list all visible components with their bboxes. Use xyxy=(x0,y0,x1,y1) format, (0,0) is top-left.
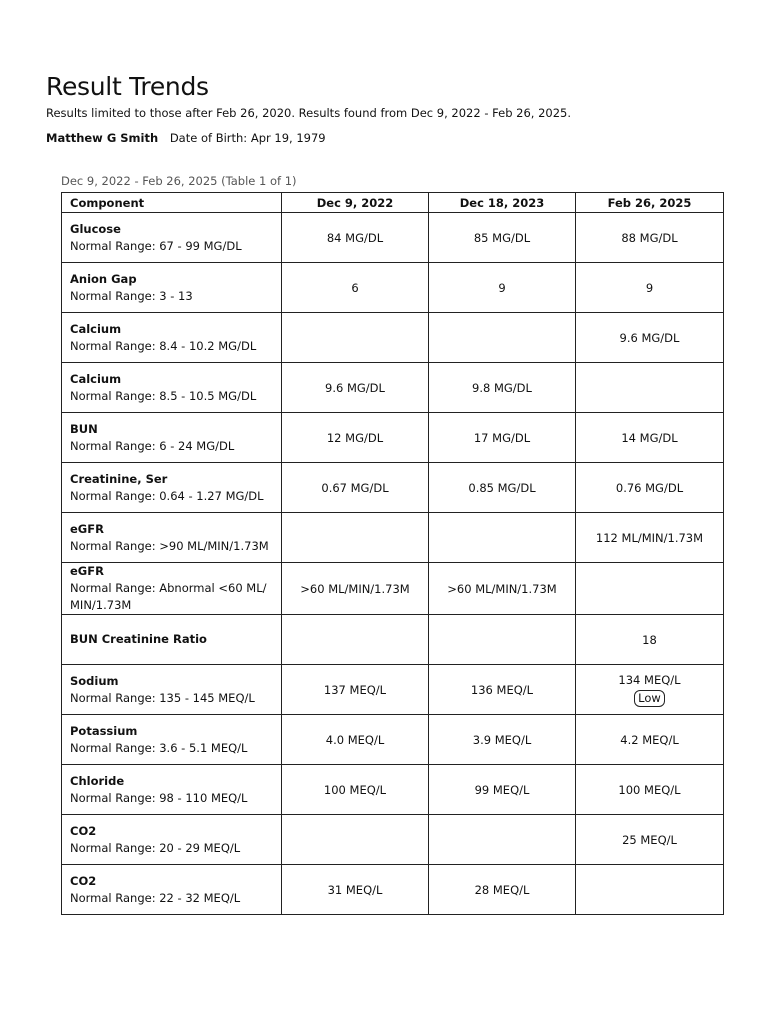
result-value-cell xyxy=(282,363,429,413)
result-value: >60 ML/MIN/1.73M xyxy=(300,581,410,596)
result-value: 9.6 MG/DL xyxy=(325,380,385,395)
result-value: 31 MEQ/L xyxy=(327,882,383,897)
result-value: 6 xyxy=(351,280,359,295)
normal-range: Normal Range: 0.64 - 1.27 MG/DL xyxy=(70,488,264,503)
table-header-row xyxy=(62,193,724,213)
table-row xyxy=(62,463,724,513)
table-row xyxy=(62,263,724,313)
component-cell xyxy=(62,513,282,563)
component-name: Sodium xyxy=(70,673,119,688)
component-cell xyxy=(62,213,282,263)
result-value: 100 MEQ/L xyxy=(323,782,387,797)
result-value-cell xyxy=(576,815,724,865)
table-row xyxy=(62,765,724,815)
component-cell xyxy=(62,563,282,615)
result-value-cell xyxy=(429,463,576,513)
result-value-cell xyxy=(576,615,724,665)
normal-range: Normal Range: 8.4 - 10.2 MG/DL xyxy=(70,338,257,353)
normal-range: Normal Range: 6 - 24 MG/DL xyxy=(70,438,235,453)
table-row xyxy=(62,313,724,363)
normal-range: Normal Range: 8.5 - 10.5 MG/DL xyxy=(70,388,257,403)
result-value: 137 MEQ/L xyxy=(323,682,387,697)
result-value-cell xyxy=(282,413,429,463)
patient-name: Matthew G Smith xyxy=(46,131,159,145)
low-flag-badge: Low xyxy=(634,690,665,707)
result-value-cell xyxy=(282,615,429,665)
table-row xyxy=(62,413,724,463)
result-value: 28 MEQ/L xyxy=(474,882,530,897)
normal-range: Normal Range: 22 - 32 MEQ/L xyxy=(70,890,241,905)
result-value-cell xyxy=(429,715,576,765)
component-cell xyxy=(62,715,282,765)
normal-range: Normal Range: 20 - 29 MEQ/L xyxy=(70,840,241,855)
result-value: 12 MG/DL xyxy=(326,430,384,445)
column-header-date: Dec 18, 2023 xyxy=(429,193,576,213)
component-name: Calcium xyxy=(70,371,122,386)
result-value: 4.0 MEQ/L xyxy=(325,732,385,747)
result-value: 18 xyxy=(642,632,657,647)
result-value-cell xyxy=(282,665,429,715)
table-row xyxy=(62,865,724,915)
component-name: BUN xyxy=(70,421,98,436)
component-cell xyxy=(62,263,282,313)
table-row xyxy=(62,563,724,615)
result-value-cell xyxy=(282,865,429,915)
results-table xyxy=(61,192,724,915)
table-row xyxy=(62,363,724,413)
result-value-cell xyxy=(429,615,576,665)
result-value: 84 MG/DL xyxy=(326,230,384,245)
result-value-cell xyxy=(429,865,576,915)
result-value-cell xyxy=(429,263,576,313)
component-cell xyxy=(62,363,282,413)
result-value: 17 MG/DL xyxy=(473,430,531,445)
result-value-cell xyxy=(282,263,429,313)
result-value: 85 MG/DL xyxy=(473,230,531,245)
result-value: 136 MEQ/L xyxy=(470,682,534,697)
result-value-cell xyxy=(282,765,429,815)
result-value-cell xyxy=(576,463,724,513)
result-value-cell xyxy=(429,513,576,563)
result-value-cell xyxy=(282,513,429,563)
result-value: 9.6 MG/DL xyxy=(619,330,680,345)
result-value: 9 xyxy=(498,280,506,295)
component-name: eGFR xyxy=(70,564,104,578)
result-value: 3.9 MEQ/L xyxy=(472,732,532,747)
result-value: 4.2 MEQ/L xyxy=(620,732,679,747)
normal-range: Normal Range: 98 - 110 MEQ/L xyxy=(70,790,248,805)
component-name: BUN Creatinine Ratio xyxy=(70,632,207,646)
result-value-cell xyxy=(576,263,724,313)
result-value-cell xyxy=(576,765,724,815)
normal-range: Normal Range: Abnormal <60 ML/ MIN/1.73M xyxy=(70,581,267,612)
component-cell xyxy=(62,765,282,815)
column-header-component: Component xyxy=(62,193,282,213)
component-cell xyxy=(62,865,282,915)
component-name: Creatinine, Ser xyxy=(70,471,168,486)
component-name: CO2 xyxy=(70,873,97,888)
result-value: 88 MG/DL xyxy=(621,230,678,245)
table-row xyxy=(62,665,724,715)
normal-range: Normal Range: 3.6 - 5.1 MEQ/L xyxy=(70,740,248,755)
result-value-cell xyxy=(429,313,576,363)
result-value-cell xyxy=(576,413,724,463)
table-body xyxy=(62,213,724,915)
result-value-cell xyxy=(282,463,429,513)
normal-range: Normal Range: >90 ML/MIN/1.73M xyxy=(70,538,269,553)
result-value: 9 xyxy=(645,280,654,295)
result-value: 100 MEQ/L xyxy=(618,782,681,797)
table-caption: Dec 9, 2022 - Feb 26, 2025 (Table 1 of 1) xyxy=(61,174,297,188)
column-header-date: Feb 26, 2025 xyxy=(576,193,724,213)
result-value-cell xyxy=(282,563,429,615)
normal-range: Normal Range: 135 - 145 MEQ/L xyxy=(70,690,255,705)
result-value-cell xyxy=(282,815,429,865)
result-value-cell xyxy=(576,313,724,363)
result-value: 99 MEQ/L xyxy=(474,782,530,797)
normal-range: Normal Range: 67 - 99 MG/DL xyxy=(70,238,242,253)
result-value-cell xyxy=(576,513,724,563)
component-name: Glucose xyxy=(70,221,121,236)
result-value-cell xyxy=(576,213,724,263)
component-name: Potassium xyxy=(70,723,138,738)
component-name: Calcium xyxy=(70,321,122,336)
patient-dob: Date of Birth: Apr 19, 1979 xyxy=(169,131,326,145)
result-value: 25 MEQ/L xyxy=(622,832,677,847)
component-name: Anion Gap xyxy=(70,271,137,286)
result-value-cell xyxy=(576,563,724,615)
table-row xyxy=(62,815,724,865)
result-value-cell xyxy=(429,563,576,615)
result-value-cell xyxy=(429,665,576,715)
component-cell xyxy=(62,815,282,865)
result-value-cell xyxy=(576,715,724,765)
result-value-cell xyxy=(429,213,576,263)
result-value-cell xyxy=(576,665,724,715)
table-row xyxy=(62,213,724,263)
result-value: 134 MEQ/L xyxy=(618,672,681,687)
result-value-cell xyxy=(429,815,576,865)
result-value-cell xyxy=(282,313,429,363)
patient-info xyxy=(46,131,326,145)
component-name: eGFR xyxy=(70,521,104,536)
component-name: CO2 xyxy=(70,823,97,838)
component-cell xyxy=(62,413,282,463)
table-row xyxy=(62,513,724,563)
page-title: Result Trends xyxy=(46,72,209,101)
component-cell xyxy=(62,615,282,665)
result-value-cell xyxy=(282,213,429,263)
table-row xyxy=(62,615,724,665)
results-limit-note: Results limited to those after Feb 26, 2020. Results found from Dec 9, 2022 - Feb 26, 2025. xyxy=(46,106,572,120)
result-value: 0.67 MG/DL xyxy=(321,480,389,495)
result-value-cell xyxy=(429,413,576,463)
component-cell xyxy=(62,313,282,363)
result-value: 9.8 MG/DL xyxy=(472,380,532,395)
result-value-cell xyxy=(429,765,576,815)
result-value-cell xyxy=(576,865,724,915)
result-value-cell xyxy=(429,363,576,413)
result-value: 0.85 MG/DL xyxy=(468,480,536,495)
result-value: 112 ML/MIN/1.73M xyxy=(595,530,704,545)
result-value: 0.76 MG/DL xyxy=(615,480,684,495)
component-name: Chloride xyxy=(70,773,125,788)
column-header-date: Dec 9, 2022 xyxy=(282,193,429,213)
result-value: >60 ML/MIN/1.73M xyxy=(447,581,557,596)
normal-range: Normal Range: 3 - 13 xyxy=(70,288,193,303)
result-value-cell xyxy=(282,715,429,765)
result-value-cell xyxy=(576,363,724,413)
result-value: 14 MG/DL xyxy=(621,430,678,445)
component-cell xyxy=(62,463,282,513)
table-row xyxy=(62,715,724,765)
component-cell xyxy=(62,665,282,715)
